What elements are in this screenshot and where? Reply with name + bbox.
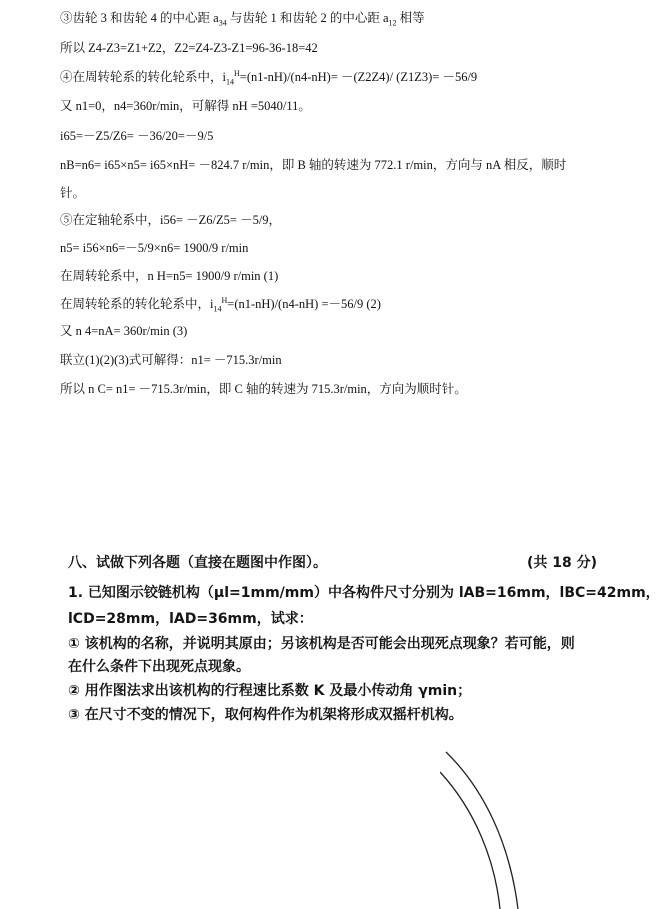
line-nh-result: 又 n1=0，n4=360r/min，可解得 nH =5040/11。 [60,99,311,113]
line-nb-result: nB=n6= i65×n5= i65×nH= －824.7 r/min，即 B 轴的转速为 772.1 r/min，方向与 nA 相反，顺时 [60,158,567,172]
line-equation-2: 在周转轮系的转化轮系中，$i_{14}^H=(n1-nH)/(n4-nH) =-56/9$ (2) [60,295,381,314]
question-1-item-1-continued: 在什么条件下出现死点现象。 [68,659,250,675]
mechanism-figure-arcs [440,750,550,909]
line-i56: ⑤在定轴轮系中，i56= －Z6/Z5= －5/9， [60,213,282,227]
question-1-item-2: ② 用作图法求出该机构的行程速比系数 K 及最小传动角 γmin； [68,683,472,699]
figure-arc-outer [446,752,518,909]
line-nb-continued: 针。 [60,186,86,200]
line-i65: i65=－Z5/Z6= －36/20=－9/5 [60,129,214,143]
question-1-line-1: 1. 已知图示铰链机构（μl=1mm/mm）中各构件尺寸分别为 lAB=16mm，lBC=42mm， [68,585,660,601]
line-equation-1: 在周转轮系中，n H=n5= 1900/9 r/min (1) [60,269,279,283]
line-gear-center-distance: ③齿轮 3 和齿轮 4 的中心距 $a_{34}$ 与齿轮 1 和齿轮 2 的中心距 $a_{12}$ 相等 [60,11,425,28]
line-equation-3: 又 n 4=nA= 360r/min (3) [60,324,188,338]
line-conversion-ratio: ④在周转轮系的转化轮系中，$i_{14}^H=(n1-nH)/(n4-nH)= -(Z2Z4)/$ (Z1Z3)= －56/9 [60,68,478,87]
line-n5: n5= i56×n6=－5/9×n6= 1900/9 r/min [60,241,249,255]
question-1-line-2: lCD=28mm，lAD=36mm，试求： [68,611,313,627]
line-n1-result: 联立(1)(2)(3)式可解得：n1= －715.3r/min [60,353,282,367]
line-nc-result: 所以 n C= n1= －715.3r/min，即 C 轴的转速为 715.3r/min，方向为顺时针。 [60,382,467,396]
line-z2-result: 所以 Z4-Z3=Z1+Z2，Z2=Z4-Z3-Z1=96-36-18=42 [60,41,318,55]
section-heading: 八、试做下列各题（直接在题图中作图）。 [68,555,327,571]
section-points: (共 18 分) [527,555,598,571]
question-1-item-3: ③ 在尺寸不变的情况下，取何构件作为机架将形成双摇杆机构。 [68,707,463,723]
question-1-item-1: ① 该机构的名称，并说明其原由；另该机构是否可能会出现死点现象？若可能，则 [68,636,575,652]
figure-arc-inner [440,772,500,909]
